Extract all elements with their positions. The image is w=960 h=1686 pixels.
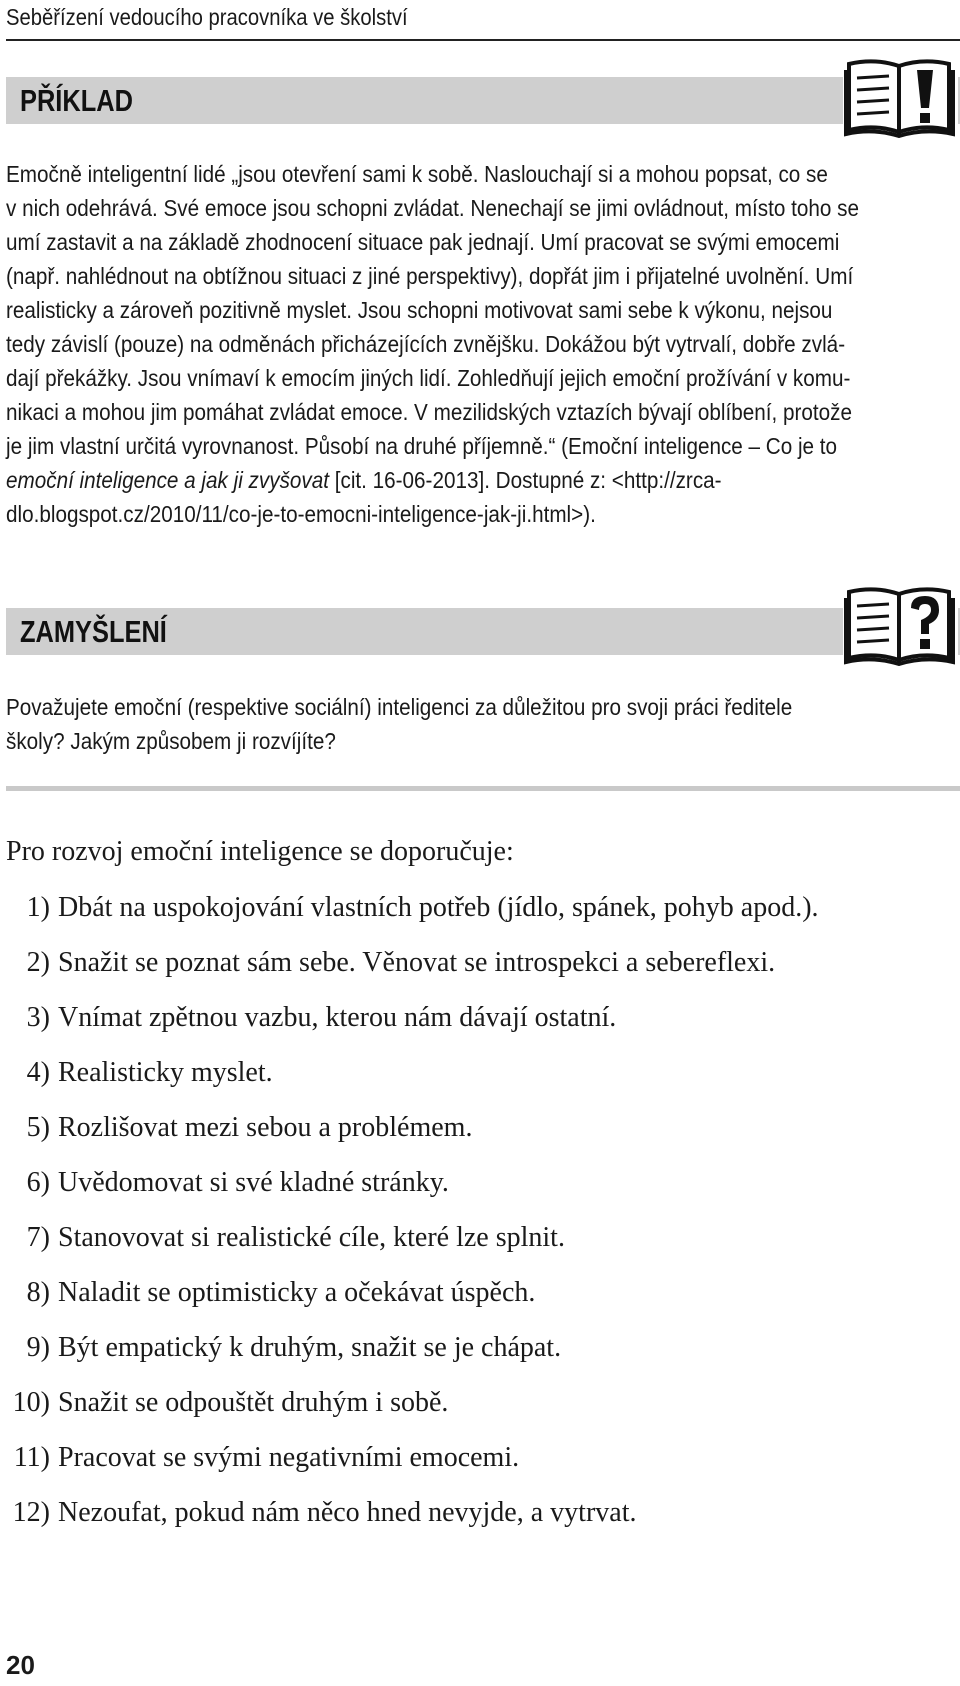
item-text: Snažit se poznat sám sebe. Věnovat se introspekci a sebereflexi. [58,947,776,978]
example-title: PŘÍKLAD [20,83,133,118]
item-text: Být empatický k druhým, snažit se je chápat. [58,1332,562,1363]
citation-line [6,463,956,497]
item-text: Uvědomovat si své kladné stránky. [58,1167,449,1198]
header-divider [6,39,960,41]
list-item [6,1220,819,1275]
item-number: 2) [26,947,50,978]
item-text: Stanovovat si realistické cíle, které lze splnit. [58,1222,565,1253]
item-number: 8) [26,1277,50,1308]
reflection-title: ZAMYŠLENÍ [20,614,167,649]
section-divider [6,786,960,791]
reflection-paragraph [6,690,956,758]
item-number: 6) [26,1167,50,1198]
example-line: v nich odehrává. Své emoce jsou schopni zvládat. Nenechají se jimi ovládnout, místo toho se [6,195,859,221]
book-question-icon [843,584,958,666]
item-number: 1) [26,892,50,923]
item-text: Rozlišovat mezi sebou a problémem. [58,1112,473,1143]
example-section-bar [6,77,960,124]
running-header: Seběřízení vedoucího pracovníka ve školství [6,4,408,30]
list-item [6,945,819,1000]
example-line: tedy závislí (pouze) na odměnách přicházejících zvnějšku. Dokážou být vytrvalí, dobře zvlá- [6,331,846,357]
list-item [6,890,819,945]
example-line: nikaci a mohou jim pomáhat zvládat emoce. V mezilidských vztazích bývají oblíbení, protože [6,399,852,425]
list-item [6,1275,819,1330]
example-paragraph [6,157,956,531]
item-text: Dbát na uspokojování vlastních potřeb (jídlo, spánek, pohyb apod.). [58,892,819,923]
item-number: 5) [26,1112,50,1143]
reflection-line: Považujete emoční (respektive sociální) inteligenci za důležitou pro svoji práci ředitele [6,694,793,720]
item-number: 11) [13,1442,50,1473]
page-number: 20 [6,1650,35,1680]
book-exclamation-icon [843,56,958,138]
item-text: Naladit se optimisticky a očekávat úspěch. [58,1277,536,1308]
recommendations-intro: Pro rozvoj emoční inteligence se doporučuje: [6,836,514,867]
example-line: je jim vlastní určitá vyrovnanost. Působí na druhé příjemně.“ (Emoční inteligence – Co je to [6,433,838,459]
list-item [6,1385,819,1440]
citation-url-line: dlo.blogspot.cz/2010/11/co-je-to-emocni-inteligence-jak-ji.html>). [6,501,596,527]
reflection-line: školy? Jakým způsobem ji rozvíjíte? [6,728,336,754]
list-item [6,1110,819,1165]
item-number: 4) [26,1057,50,1088]
citation-details: [cit. 16-06-2013]. Dostupné z: <http://zrca- [329,467,722,493]
item-number: 10) [12,1387,50,1418]
list-item [6,1165,819,1220]
reflection-section-bar [6,608,960,655]
example-line: realisticky a zároveň pozitivně myslet. Jsou schopni motivovat sami sebe k výkonu, nejsou [6,297,833,323]
example-line: (např. nahlédnout na obtížnou situaci z jiné perspektivy), dopřát jim i přijatelné uvolnění. Umí [6,263,854,289]
item-text: Snažit se odpouštět druhým i sobě. [58,1387,449,1418]
item-number: 9) [26,1332,50,1363]
list-item [6,1000,819,1055]
item-text: Vnímat zpětnou vazbu, kterou nám dávají ostatní. [58,1002,617,1033]
item-number: 3) [26,1002,50,1033]
example-line: Emočně inteligentní lidé „jsou otevření sami k sobě. Naslouchají si a mohou popsat, co se [6,161,828,187]
recommendations-list [6,890,819,1550]
list-item [6,1495,819,1550]
list-item [6,1440,819,1495]
item-text: Realisticky myslet. [58,1057,273,1088]
list-item [6,1055,819,1110]
item-number: 12) [12,1497,50,1528]
item-number: 7) [26,1222,50,1253]
example-line: umí zastavit a na základě zhodnocení situace pak jednají. Umí pracovat se svými emocemi [6,229,840,255]
example-line: dají překážky. Jsou vnímaví k emocím jiných lidí. Zohledňují jejich emoční prožívání v komu- [6,365,851,391]
item-text: Nezoufat, pokud nám něco hned nevyjde, a vytrvat. [58,1497,637,1528]
item-text: Pracovat se svými negativními emocemi. [58,1442,520,1473]
list-item [6,1330,819,1385]
citation-title: emoční inteligence a jak ji zvyšovat [6,467,330,493]
